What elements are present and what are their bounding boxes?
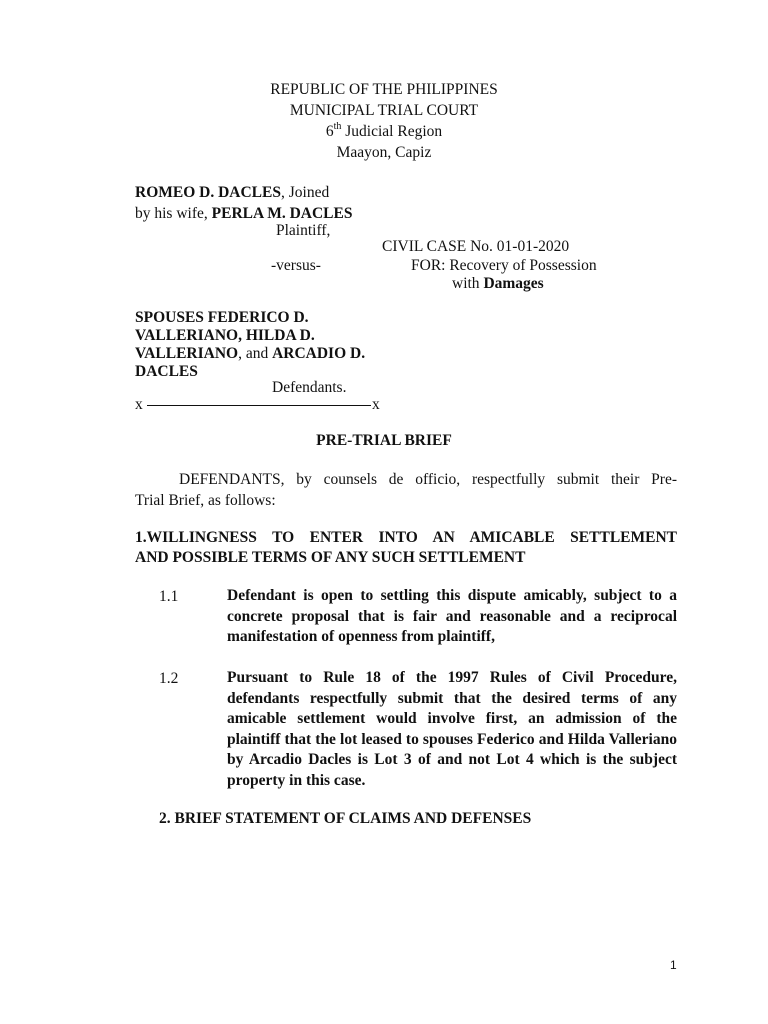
plaintiff-name: ROMEO D. DACLES — [135, 184, 281, 201]
defendants-line-1: SPOUSES FEDERICO D. — [135, 309, 309, 326]
item-1-2-text: Pursuant to Rule 18 of the 1997 Rules of Civil Procedure, defendants respectfully submit that the desired terms of any amicable settlement would involve first, an admission of the plaintiff that the lot leased to spouses Federico and Hilda Valleriano by Arcadio Dacles is Lot 3 of and not Lot 4 which is the subject property in this case. — [227, 669, 677, 789]
court-header — [0, 79, 768, 163]
case-nature: FOR: Recovery of Possession — [411, 257, 597, 274]
defendants-label: Defendants. — [272, 379, 347, 396]
brief-title: PRE-TRIAL BRIEF — [316, 432, 452, 449]
item-1-2-number: 1.2 — [159, 670, 179, 687]
page-number: 1 — [670, 958, 677, 972]
separator-x-right: x — [372, 396, 380, 413]
item-1-1-number: 1.1 — [159, 588, 179, 605]
plaintiff-joined: , Joined — [280, 184, 330, 201]
case-number: CIVIL CASE No. 01-01-2020 — [382, 238, 570, 255]
case-nature-damages — [452, 273, 544, 294]
wife-prefix: by his wife, — [135, 205, 212, 222]
region-text: Judicial Region — [341, 123, 443, 140]
with-text: with — [452, 275, 484, 292]
item-1-1-text: Defendant is open to settling this dispute amicably, subject to a concrete proposal that is fair and reasonable and a reciprocal manifestation of openness from plaintiff, — [227, 587, 677, 645]
damages-text: Damages — [483, 275, 544, 292]
defendant-surname: VALLERIANO — [135, 327, 239, 344]
region-suffix: th — [333, 120, 342, 132]
wife-name: PERLA M. DACLES — [211, 205, 353, 222]
region-number: 6 — [325, 123, 334, 140]
defendant-surname-2: VALLERIANO — [135, 345, 239, 362]
caption-divider — [147, 405, 371, 406]
versus-text: -versus- — [271, 257, 321, 274]
header-court: MUNICIPAL TRIAL COURT — [289, 102, 479, 119]
section-1-heading-line-2: AND POSSIBLE TERMS OF ANY SUCH SETTLEMENT — [135, 549, 526, 566]
defendant-name-arcadio: ARCADIO D. — [272, 345, 366, 362]
header-location: Maayon, Capiz — [336, 144, 432, 161]
section-1-heading-line-1: 1.WILLINGNESS TO ENTER INTO AN AMICABLE SETTLEMENT — [135, 529, 677, 546]
plaintiff-line — [135, 182, 329, 203]
defendant-and: , and — [238, 345, 273, 362]
intro-line-1: DEFENDANTS, by counsels de officio, respectfully submit their Pre- — [179, 471, 677, 488]
header-region — [0, 121, 768, 142]
section-2-heading: 2. BRIEF STATEMENT OF CLAIMS AND DEFENSES — [159, 810, 532, 827]
header-republic: REPUBLIC OF THE PHILIPPINES — [270, 81, 498, 98]
intro-line-2: Trial Brief, as follows: — [135, 492, 276, 509]
separator-x-left: x — [135, 396, 143, 413]
defendant-name-hilda: , HILDA D. — [238, 327, 315, 344]
plaintiff-label: Plaintiff, — [276, 222, 331, 239]
defendants-line-4: DACLES — [135, 363, 198, 380]
